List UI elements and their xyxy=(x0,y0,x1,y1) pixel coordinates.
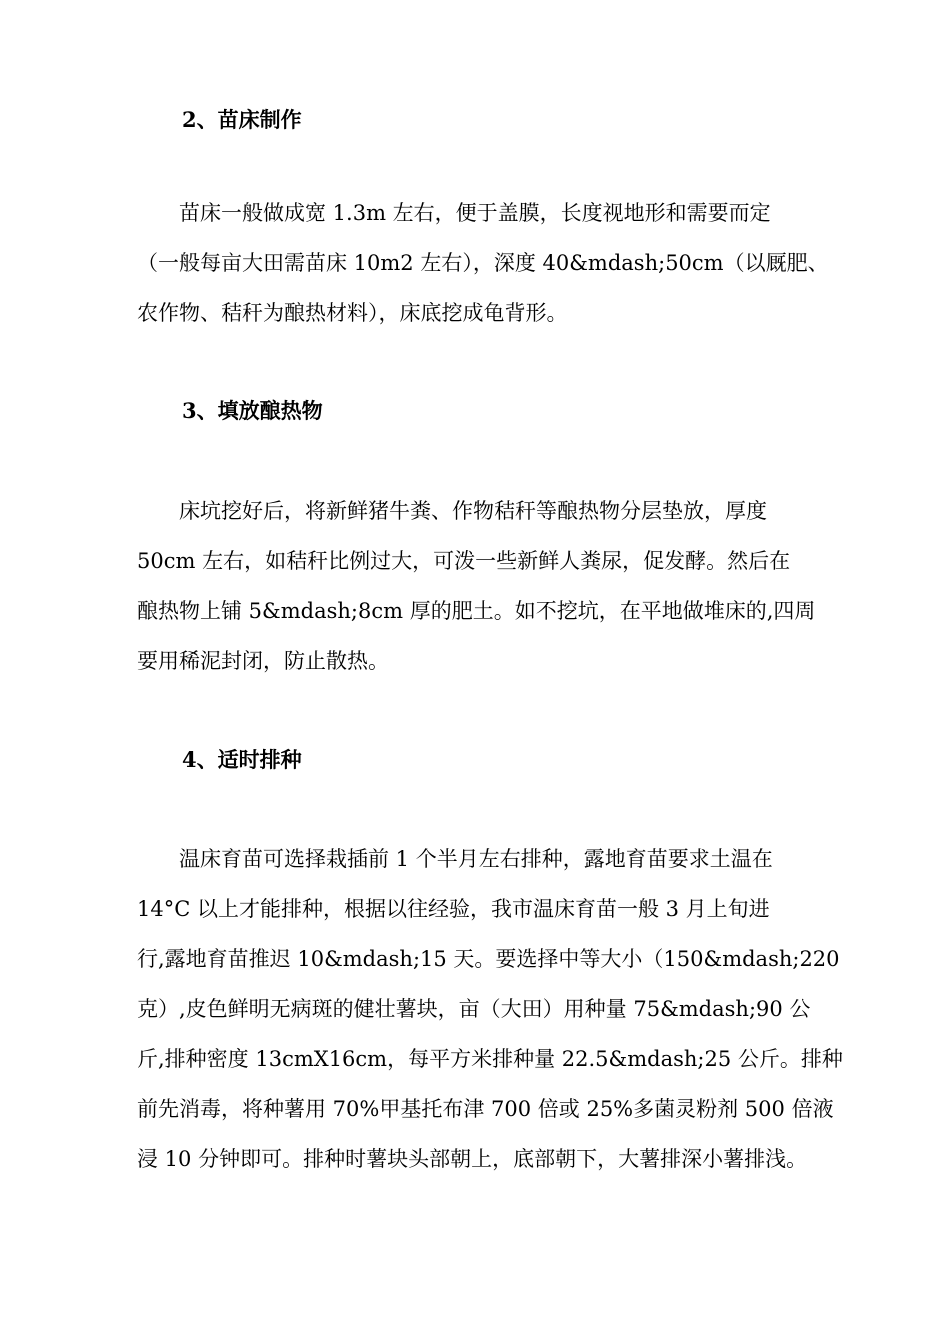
paragraph-line: 床坑挖好后，将新鲜猪牛粪、作物秸秆等酿热物分层垫放，厚度 xyxy=(137,499,767,523)
section-paragraph-4 xyxy=(137,834,843,1184)
paragraph-line: 要用稀泥封闭，防止散热。 xyxy=(137,649,389,673)
paragraph-line: 农作物、秸秆为酿热材料），床底挖成龟背形。 xyxy=(137,301,568,325)
paragraph-line: 前先消毒，将种薯用 70%甲基托布津 700 倍或 25%多菌灵粉剂 500 倍液 xyxy=(137,1097,834,1121)
paragraph-line: 酿热物上铺 5&mdash;8cm 厚的肥土。如不挖坑，在平地做堆床的,四周 xyxy=(137,599,816,623)
section-paragraph-3 xyxy=(137,486,815,686)
paragraph-line: （一般每亩大田需苗床 10m2 左右），深度 40&mdash;50cm（以厩肥、 xyxy=(137,251,829,275)
section-paragraph-2 xyxy=(137,188,829,338)
paragraph-line: 行,露地育苗推迟 10&mdash;15 天。要选择中等大小（150&mdash;220 xyxy=(137,947,840,971)
paragraph-line: 浸 10 分钟即可。排种时薯块头部朝上，底部朝下，大薯排深小薯排浅。 xyxy=(137,1147,808,1171)
paragraph-line: 苗床一般做成宽 1.3m 左右，便于盖膜，长度视地形和需要而定 xyxy=(137,201,771,225)
paragraph-line: 克）,皮色鲜明无病斑的健壮薯块，亩（大田）用种量 75&mdash;90 公 xyxy=(137,997,811,1021)
paragraph-line: 温床育苗可选择栽插前 1 个半月左右排种，露地育苗要求土温在 xyxy=(137,847,773,871)
paragraph-line: 斤,排种密度 13cmX16cm，每平方米排种量 22.5&mdash;25 公斤。排种 xyxy=(137,1047,843,1071)
section-heading-4: 4、适时排种 xyxy=(182,747,302,772)
paragraph-line: 50cm 左右，如秸秆比例过大，可泼一些新鲜人粪尿，促发酵。然后在 xyxy=(137,549,791,573)
paragraph-line: 14°C 以上才能排种，根据以往经验，我市温床育苗一般 3 月上旬进 xyxy=(137,897,770,921)
section-heading-3: 3、填放酿热物 xyxy=(182,398,323,423)
section-heading-2: 2、苗床制作 xyxy=(182,107,302,132)
